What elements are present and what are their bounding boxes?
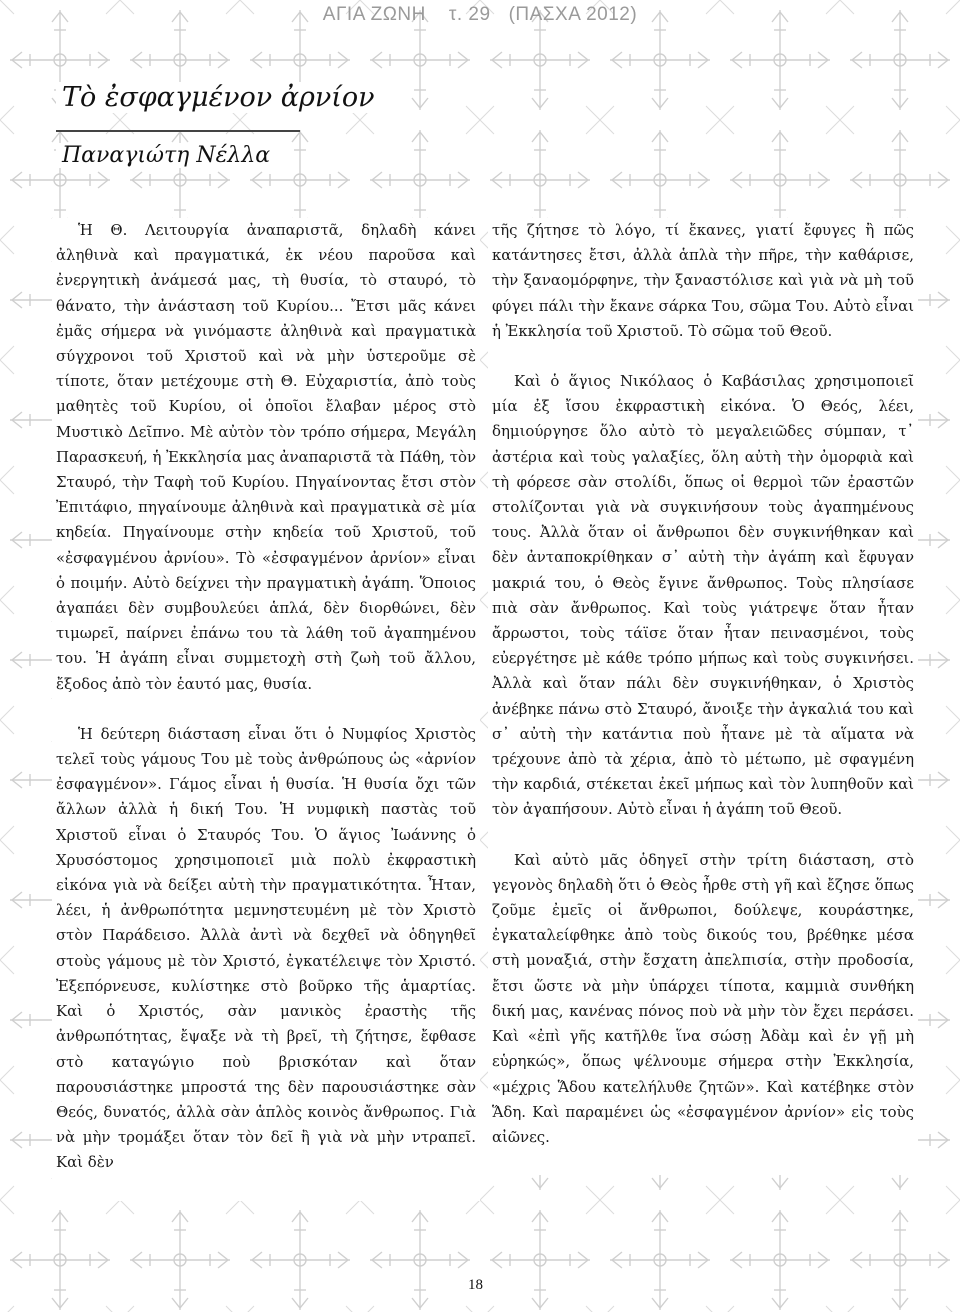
right-text-column	[488, 218, 918, 1175]
paragraph: Ἡ Θ. Λειτουργία ἀναπαριστᾶ, δηλαδὴ κάνει ἀληθινὰ καὶ πραγματικά, ἐκ νέου παροῦσα καὶ ἐνεργητικὴ ἀνάμεσά μας, τὴ θυσία, τὸ σταυρό, τὸ θάνατο, τὴν ἀνάσταση τοῦ Κυρίου... Ἔτσι μᾶς κάνει ἐμᾶς σήμερα νὰ γινόμαστε ἀληθινὰ καὶ πραγματικὰ σύγχρονοι τοῦ Χριστοῦ καὶ νὰ μὴν ὑστεροῦμε σὲ τίποτε, ὅταν μετέχουμε στὴ Θ. Εὐχαριστία, ἀπὸ τοὺς μαθητὲς τοῦ Κυρίου, οἱ ὁποῖοι ἔλαβαν μέρος στὸ Μυστικὸ Δεῖπνο. Μὲ αὐτὸν τὸν τρόπο σήμερα, Μεγάλη Παρασκευή, ἡ Ἐκκλησία μας ἀναπαριστᾶ τὰ Πάθη, τὸν Σταυρό, τὴν Ταφὴ τοῦ Κυρίου. Πηγαίνοντας ἔτσι στὸν Ἐπιτάφιο, πηγαίνουμε ἀληθινὰ καὶ πραγματικὰ σὲ μία κηδεία. Πηγαίνουμε στὴν κηδεία τοῦ Χριστοῦ, τοῦ «ἐσφαγμένου ἀρνίου». Τὸ «ἐσφαγμένον ἀρνίον» εἶναι ὁ ποιμήν. Αὐτὸ δείχνει τὴν πραγματικὴ ἀγάπη. Ὅποιος ἀγαπάει δὲν συμβουλεύει ἁπλά, δὲν διορθώνει, δὲν τιμωρεῖ, παίρνει ἐπάνω του τὰ λάθη τοῦ ἀγαπημένου του. Ἡ ἀγάπη εἶναι συμμετοχὴ στὴ ζωὴ τοῦ ἄλλου, ἔξοδος ἀπὸ τὸν ἑαυτό μας, θυσία.	[56, 221, 476, 693]
page-number: 18	[463, 1277, 488, 1294]
journal-title: ΑΓΙΑ ΖΩΝΗ	[322, 4, 426, 25]
paragraph: Καὶ ὁ ἅγιος Νικόλαος ὁ Καβάσιλας χρησιμοποιεῖ μία ἐξ ἴσου ἐκφραστικὴ εἰκόνα. Ὁ Θεός, λέει, δημιούργησε ὅλο αὐτὸ τὸ μεγαλειῶδες σύμπαν, τ᾽ ἀστέρια καὶ τοὺς γαλαξίες, ὅλη αὐτὴ τὴν ὀμορφιὰ καὶ τὴ φόρεσε σὰν στολίδι, ὅπως οἱ θερμοὶ τῶν ἐραστῶν στολίζονται γιὰ νὰ συγκινήσουν τοὺς ἀγαπημένους τους. Ἀλλὰ ὅταν οἱ ἄνθρωποι δὲν συγκινήθηκαν καὶ δὲν ἀνταποκρίθηκαν σ᾽ αὐτὴ τὴν ἀγάπη καὶ ἔφυγαν μακριά του, ὁ Θεὸς ἔγινε ἄνθρωπος. Τοὺς πλησίασε πιὰ σὰν ἄνθρωπος. Καὶ τοὺς γιάτρεψε ὅταν ἦταν ἄρρωστοι, τοὺς τάϊσε ὅταν ἦταν πεινασμένοι, τοὺς εὐεργέτησε μὲ κάθε τρόπο μήπως καὶ τοὺς συγκινήσει. Ἀλλὰ καὶ ὅταν πάλι δὲν συγκινήθηκαν, ὁ Χριστὸς ἀνέβηκε πάνω στὸ Σταυρό, ἄνοιξε τὴν ἀγκαλιά του καὶ σ᾽ αὐτὴ τὴν κατάντια ποὺ ἦτανε μὲ τὰ αἵματα νὰ τρέχουνε ἀπὸ τὰ χέρια, ἀπὸ τὸ μέτωπο, μὲ σφαγμένη τὴν καρδιά, στέκεται ἐκεῖ μήπως καὶ τὸν λυπηθοῦν καὶ τὸν ἀγαπήσουν. Αὐτὸ εἶναι ἡ ἀγάπη τοῦ Θεοῦ.	[492, 372, 914, 819]
article-author: Παναγιώτη Νέλλα	[56, 143, 276, 168]
paragraph: Καὶ αὐτὸ μᾶς ὁδηγεῖ στὴν τρίτη διάσταση, στὸ γεγονὸς δηλαδὴ ὅτι ὁ Θεὸς ἦρθε στὴ γῆ καὶ ἔζησε ὅπως ζοῦμε ἐμεῖς οἱ ἄνθρωποι, δούλεψε, κουράστηκε, ἐγκαταλείφθηκε ἀπὸ τοὺς δικούς του, βρέθηκε μέσα στὴ μοναξιά, στὴν ἔσχατη ἀπελπισία, στὴν προδοσία, ἔτσι ὥστε νὰ μὴν ὑπάρχει τίποτα, καμμιὰ συνθήκη δική μας, κανένας πόνος ποὺ νὰ μὴν τὸν ἔχει περάσει. Καὶ «ἐπὶ γῆς κατῆλθε ἵνα σώσῃ Ἀδὰμ καὶ ἐν γῇ μὴ εὑρηκώς», ὅπως ψέλνουμε σήμερα στὴν Ἐκκλησία, «μέχρις Ἅδου κατελήλυθε ζητῶν». Καὶ κατέβηκε στὸν Ἅδη. Καὶ παραμένει ὡς «ἐσφαγμένον ἀρνίον» εἰς τοὺς αἰῶνες.	[492, 850, 914, 1146]
left-text-column	[52, 218, 480, 1201]
paragraph: Ἡ δεύτερη διάσταση εἶναι ὅτι ὁ Νυμφίος Χριστὸς τελεῖ τοὺς γάμους Του μὲ τοὺς ἀνθρώπους ὡς «ἀρνίον ἐσφαγμένον». Γάμος εἶναι ἡ θυσία. Ἡ θυσία ὄχι τῶν ἄλλων ἀλλὰ ἡ δική Του. Ἡ νυμφικὴ παστὰς τοῦ Χριστοῦ εἶναι ὁ Σταυρός Του. Ὁ ἅγιος Ἰωάννης ὁ Χρυσόστομος χρησιμοποιεῖ μιὰ πολὺ ἐκφραστικὴ εἰκόνα γιὰ νὰ δείξει αὐτὴ τὴν πραγματικότητα. Ἦταν, λέει, ἡ ἀνθρωπότητα μεμνηστευμένη μὲ τὸν Χριστὸ στὸν Παράδεισο. Ἀλλὰ ἀντὶ νὰ δεχθεῖ νὰ ὁδηγηθεῖ στοὺς γάμους μὲ τὸν Χριστό, ἐγκατέλειψε τὸν Χριστό. Ἐξεπόρνευσε, κυλίστηκε στὸ βοῦρκο τῆς ἁμαρτίας. Καὶ ὁ Χριστός, σὰν μανικὸς ἐραστὴς τῆς ἀνθρωπότητας, ἔψαξε νὰ τὴ βρεῖ, τὴ ζήτησε, ἔφθασε στὸ καταγώγιο ποὺ βρισκόταν καὶ ὅταν παρουσιάστηκε μπροστά της δὲν παρουσιάστηκε σὰν Θεός, δυνατός, ἀλλὰ σὰν ἁπλὸς κοινὸς ἄνθρωπος. Γιὰ νὰ μὴν τρομάξει ὅταν τὸν δεῖ ἢ γιὰ νὰ μὴν ντραπεῖ. Καὶ δὲν	[56, 724, 476, 1172]
article-title: Τὸ ἐσφαγμένον ἀρνίον	[56, 82, 381, 113]
paragraph: τῆς ζήτησε τὸ λόγο, τί ἔκανες, γιατί ἔφυγες ἢ πῶς κατάντησες ἔτσι, ἀλλὰ ἁπλὰ τὴν πῆρε, τὴν καθάρισε, τὴν ξαναομόρφηνε, τὴν ξαναστόλισε καὶ γιὰ νὰ μὴ τοῦ φύγει πάλι τὴν ἔκανε σάρκα Του, σῶμα Του. Αὐτὸ εἶναι ἡ Ἐκκλησία τοῦ Χριστοῦ. Τὸ σῶμα τοῦ Θεοῦ.	[492, 221, 914, 340]
issue-number: τ. 29	[448, 4, 491, 25]
running-header	[0, 4, 960, 26]
title-divider	[56, 130, 300, 132]
issue-season: (ΠΑΣΧΑ 2012)	[508, 4, 638, 25]
